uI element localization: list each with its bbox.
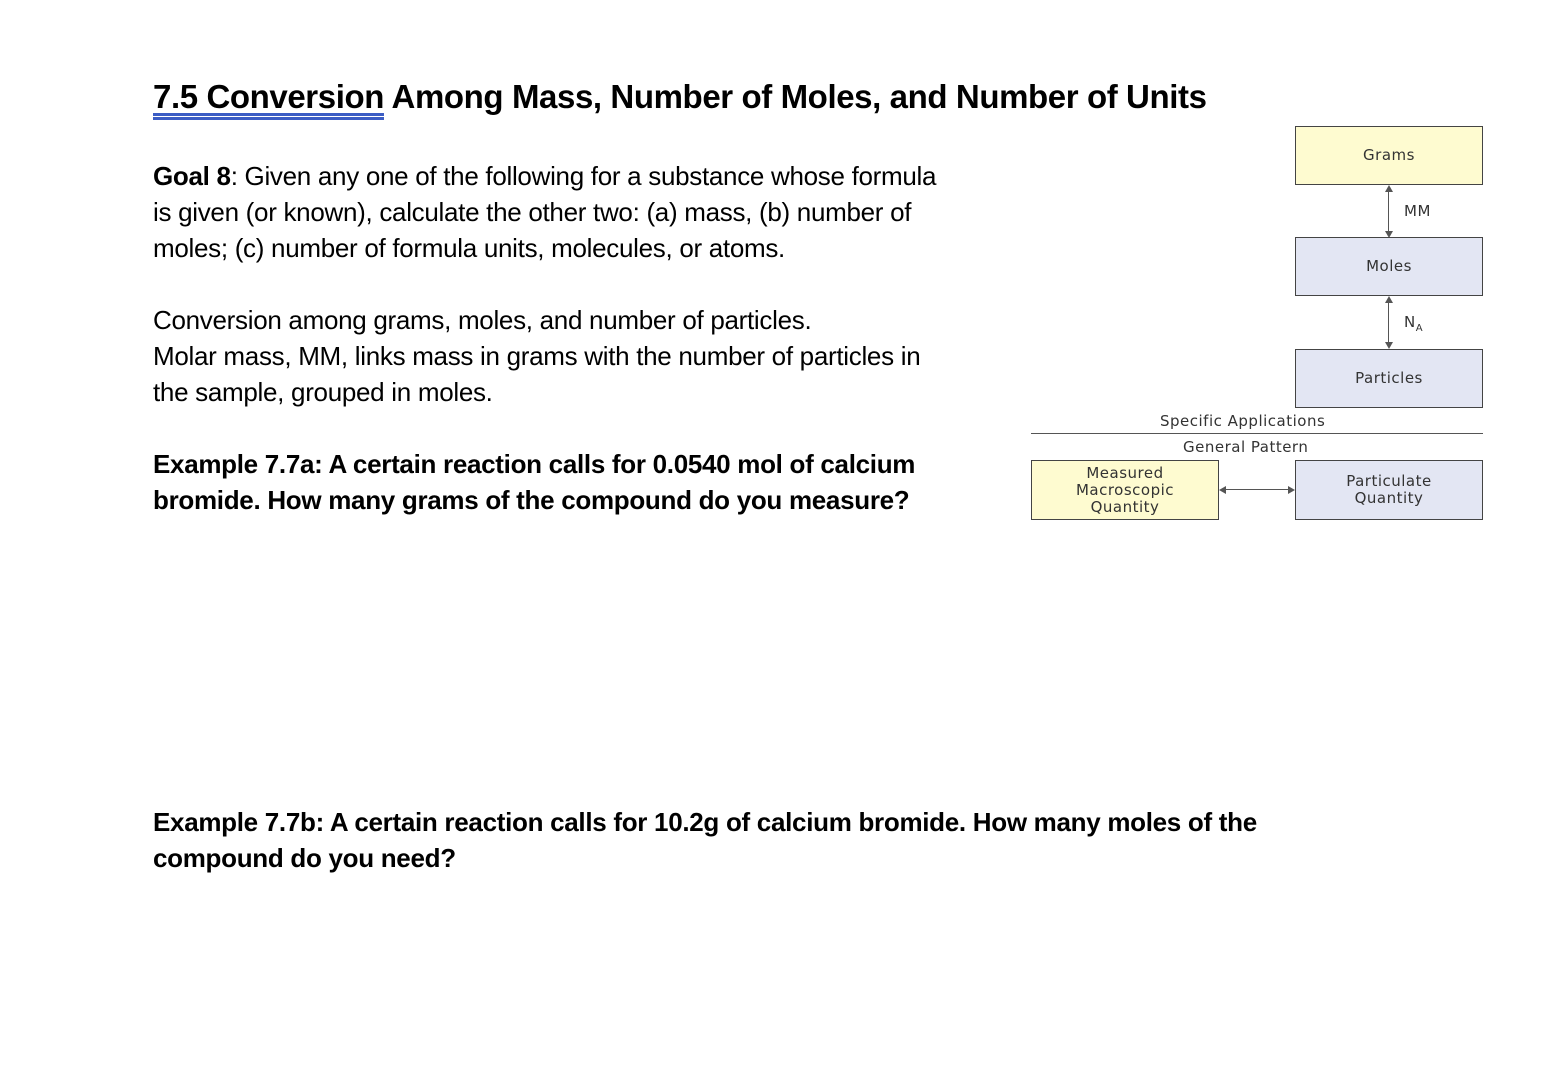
example-b-line-2: compound do you need? xyxy=(153,843,456,873)
goal-line-1-text: : Given any one of the following for a substance whose formula xyxy=(230,161,937,191)
general-connector xyxy=(1222,489,1292,490)
grams-box xyxy=(1295,126,1483,185)
example-a-line-1: Example 7.7a: A certain reaction calls for 0.0540 mol of calcium xyxy=(153,449,916,479)
conversion-paragraph xyxy=(153,302,1003,410)
conversion-line-3: the sample, grouped in moles. xyxy=(153,377,493,407)
particles-label: Particles xyxy=(1355,369,1423,387)
grams-label: Grams xyxy=(1363,146,1415,164)
divider xyxy=(1031,433,1483,434)
measured-line-1: Measured xyxy=(1086,463,1164,482)
conversion-line-2: Molar mass, MM, links mass in grams with the number of particles in xyxy=(153,341,921,371)
na-main: N xyxy=(1404,313,1416,331)
example-7-7b xyxy=(153,804,1313,876)
particulate-line-1: Particulate xyxy=(1346,472,1432,490)
example-b-line-1: Example 7.7b: A certain reaction calls for 10.2g of calcium bromide. How many moles of the xyxy=(153,807,1257,837)
na-connector xyxy=(1388,299,1389,347)
na-sub: A xyxy=(1415,323,1424,334)
page-title xyxy=(153,78,1207,116)
goal-label: Goal 8 xyxy=(153,161,231,191)
na-label xyxy=(1404,313,1423,334)
measured-line-2: Macroscopic xyxy=(1075,480,1175,499)
arrow-right-icon xyxy=(1288,486,1295,494)
conversion-line-1: Conversion among grams, moles, and number of particles. xyxy=(153,305,812,335)
title-rest: Among Mass, Number of Moles, and Number of Units xyxy=(383,78,1207,115)
moles-box xyxy=(1295,237,1483,296)
mm-label: MM xyxy=(1404,202,1431,220)
arrow-up-icon xyxy=(1385,296,1393,303)
example-7-7a xyxy=(153,446,973,518)
goal-line-2: is given (or known), calculate the other two: (a) mass, (b) number of xyxy=(153,197,912,227)
mm-connector xyxy=(1388,188,1389,236)
conversion-diagram xyxy=(1030,126,1490,526)
moles-label: Moles xyxy=(1366,257,1412,275)
example-a-line-2: bromide. How many grams of the compound do you measure? xyxy=(153,485,910,515)
arrow-down-icon xyxy=(1385,342,1393,349)
particulate-line-2: Quantity xyxy=(1354,489,1424,507)
goal-paragraph xyxy=(153,158,1003,266)
measured-box xyxy=(1031,460,1219,520)
measured-line-3: Quantity xyxy=(1090,497,1160,516)
arrow-up-icon xyxy=(1385,185,1393,192)
goal-line-3: moles; (c) number of formula units, molecules, or atoms. xyxy=(153,233,785,263)
goal-line-1 xyxy=(153,158,1003,194)
general-pattern-label: General Pattern xyxy=(1183,438,1309,456)
arrow-left-icon xyxy=(1219,486,1226,494)
particles-box xyxy=(1295,349,1483,408)
specific-applications-label: Specific Applications xyxy=(1160,412,1326,430)
particulate-box xyxy=(1295,460,1483,520)
title-underlined-part: 7.5 Conversion xyxy=(153,78,384,115)
